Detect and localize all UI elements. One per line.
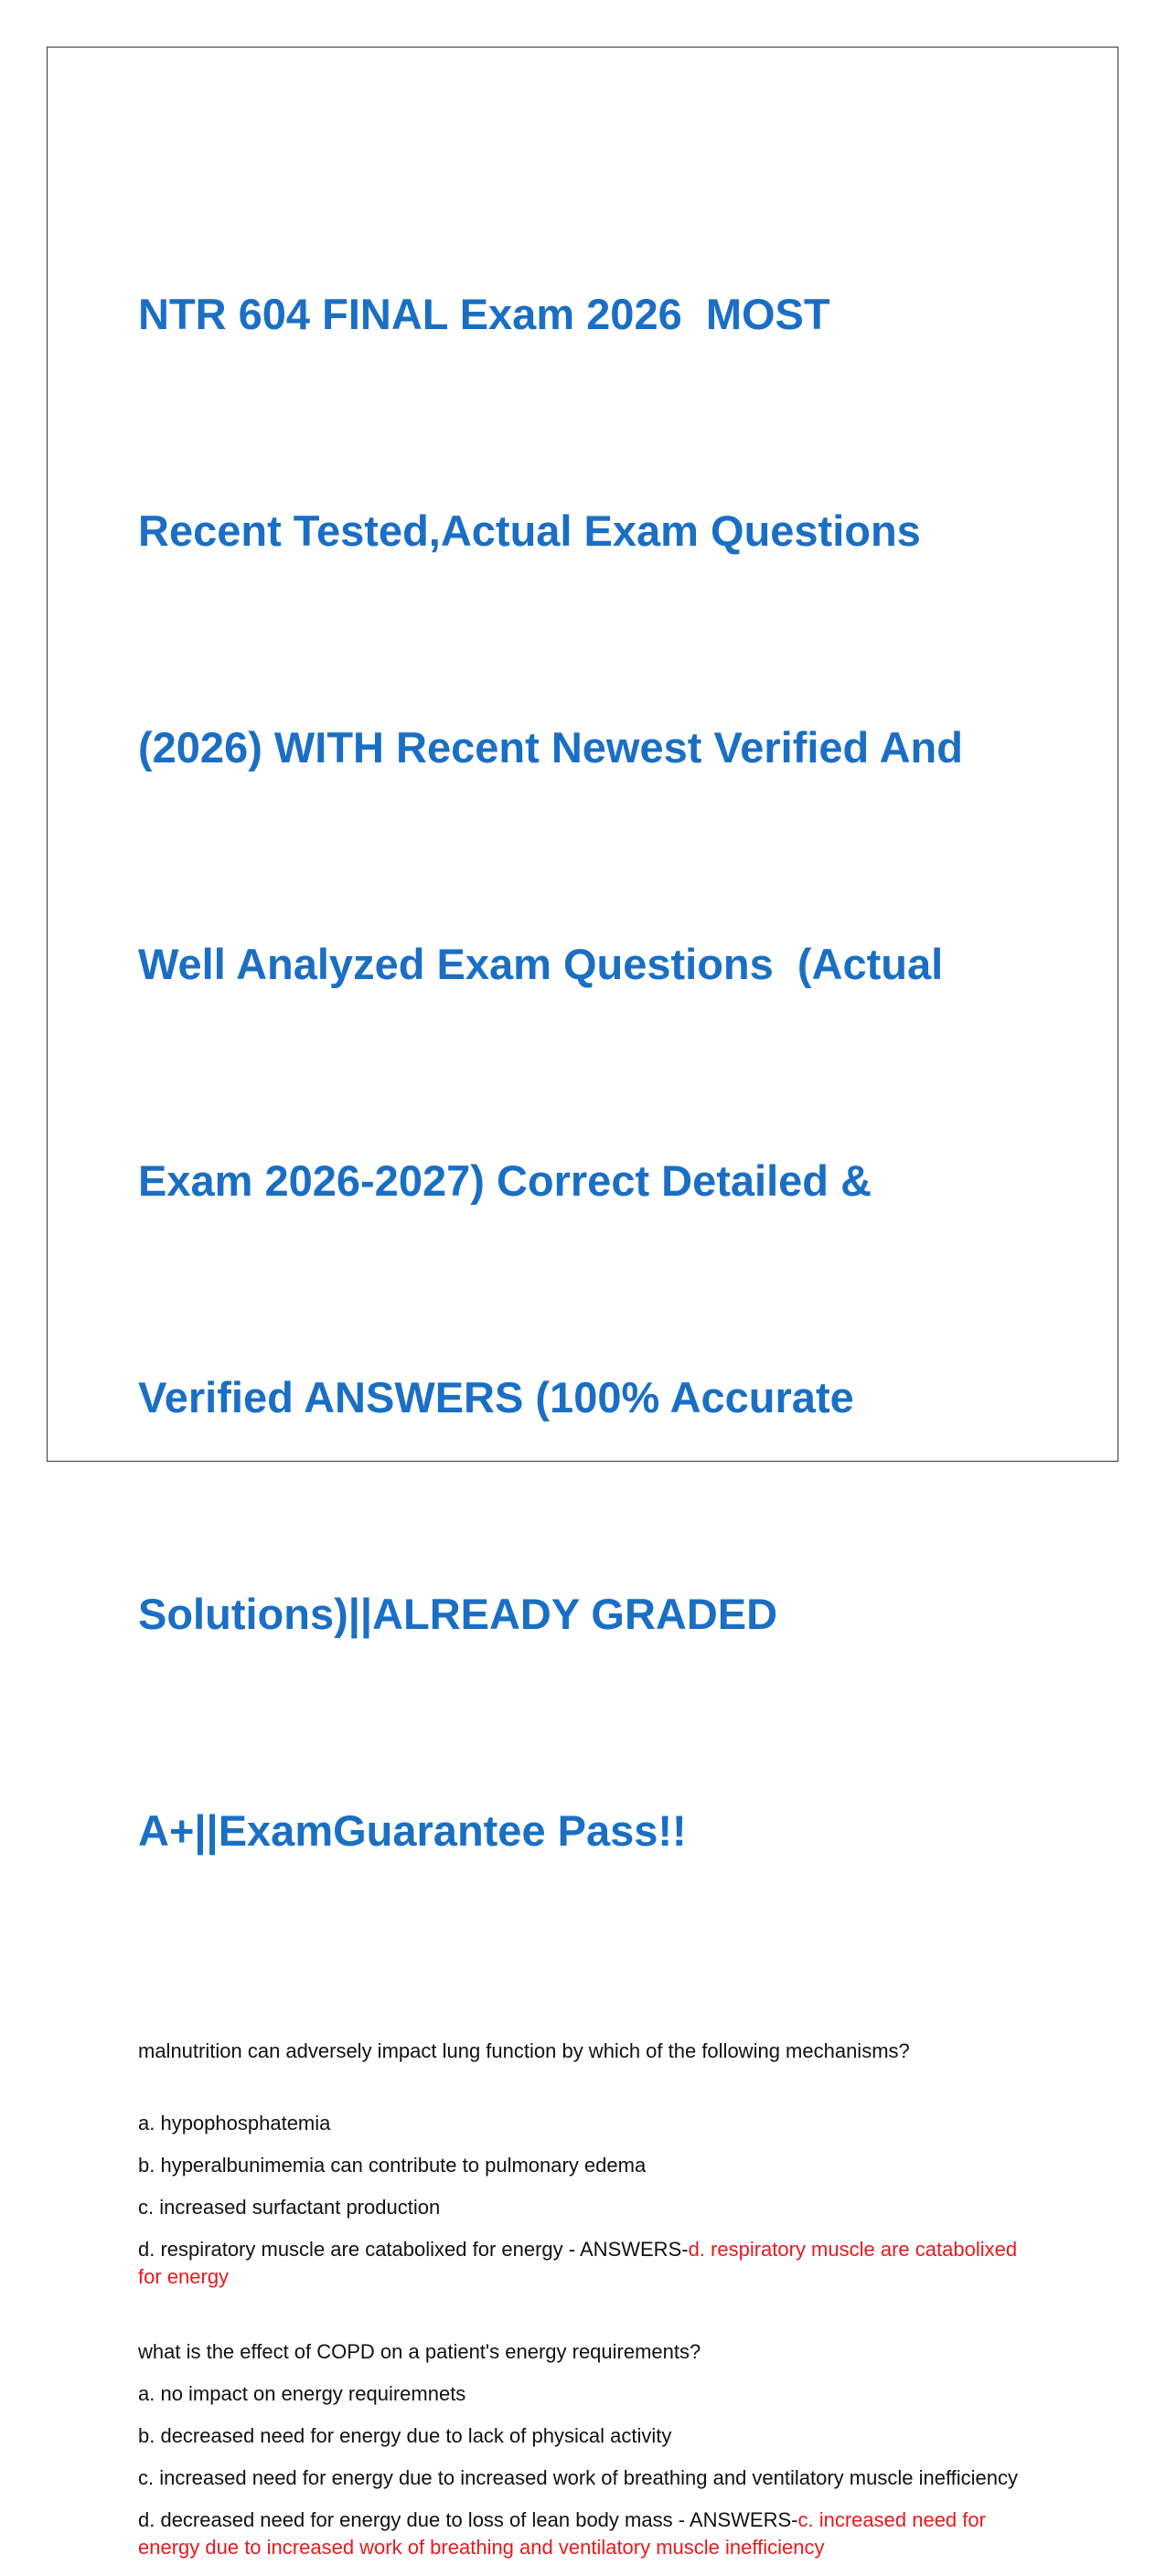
answer-option-d [138,2236,1034,2291]
correct-answer: d. respiratory muscle are catabolixed for energy [138,2238,1018,2288]
answer-option-a: a. hypophosphatemia [138,2112,331,2134]
correct-answer: c. increased need for energy due to increased work of breathing and ventilatory muscle inefficiency [138,2508,986,2559]
title-line: Well Analyzed Exam Questions (Actual [138,940,944,988]
option-text: d. decreased need for energy due to loss of lean body mass - ANSWERS- [138,2508,798,2531]
title-line: NTR 604 FINAL Exam 2026 MOST [138,290,830,338]
option-text: d. respiratory muscle are catabolixed for energy - ANSWERS- [138,2238,689,2261]
title-line: Recent Tested,Actual Exam Questions [138,506,921,555]
answer-option-b: b. hyperalbunimemia can contribute to pulmonary edema [138,2154,647,2177]
title-line: Exam 2026-2027) Correct Detailed & [138,1156,872,1205]
document-title [138,133,1034,2011]
question-1 [138,2038,1034,2291]
question-2 [138,2338,1034,2561]
answer-option-b: b. decreased need for energy due to lack of physical activity [138,2424,672,2447]
answer-option-c: c. increased need for energy due to increased work of breathing and ventilatory muscle inefficiency [138,2466,1019,2489]
title-line: Verified ANSWERS (100% Accurate [138,1373,854,1421]
title-line: (2026) WITH Recent Newest Verified And [138,723,963,772]
title-line: Solutions)||ALREADY GRADED [138,1590,778,1638]
document-content [138,133,1034,2576]
answer-option-d [138,2507,1034,2561]
title-line: A+||ExamGuarantee Pass!! [138,1806,687,1855]
question-text: what is the effect of COPD on a patient's energy requirements? [138,2340,701,2363]
answer-option-c: c. increased surfactant production [138,2196,441,2219]
question-text: malnutrition can adversely impact lung function by which of the following mechanisms? [138,2039,910,2062]
answer-option-a: a. no impact on energy requiremnets [138,2382,466,2405]
